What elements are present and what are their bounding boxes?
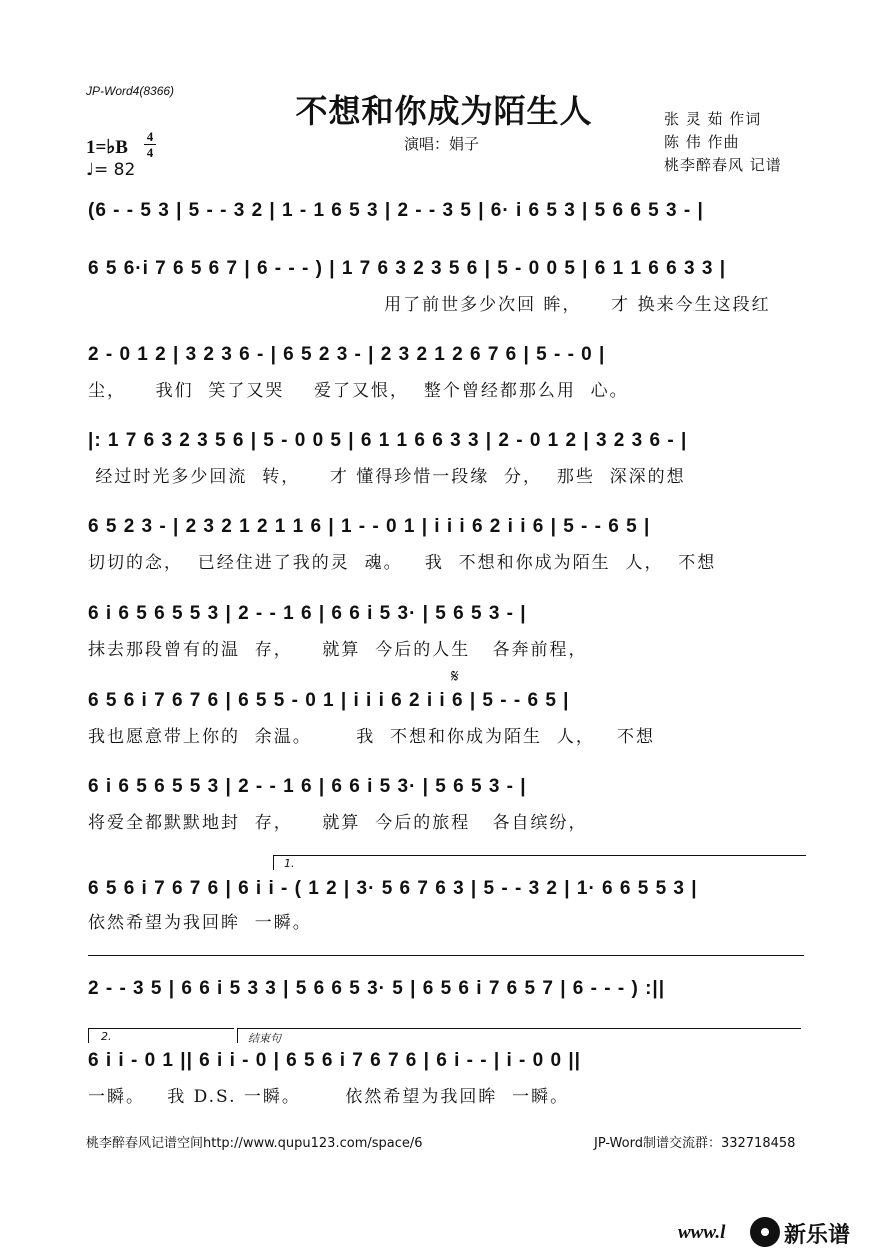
score-row-11: 6 i i - 0 1 || 6 i i - 0 | 6 5 6 i 7 6 7 6 | 6 i - - | i - 0 0 || [88,1050,581,1071]
score-row-1: (6 - - 5 3 | 5 - - 3 2 | 1 - 1 6 5 3 | 2 - - 3 5 | 6· i 6 5 3 | 5 6 6 5 3 - | [88,200,704,221]
lyric-row-7: 我也愿意带上你的 余温。 我 不想和你成为陌生 人， 不想 [88,727,656,747]
lyric-row-9: 依然希望为我回眸 一瞬。 [88,913,312,933]
lyric-row-11: 一瞬。 我 D.S. 一瞬。 依然希望为我回眸 一瞬。 [88,1087,570,1107]
lyric-row-6: 抹去那段曾有的温 存， 就算 今后的人生 各奔前程， [88,640,588,660]
score-row-2: 6 5 6·i 7 6 5 6 7 | 6 - - - ) | 1 7 6 3 2 3 5 6 | 5 - 0 0 5 | 6 1 1 6 6 3 3 | [88,258,727,279]
time-signature [144,130,156,159]
second-ending-label: 2. [101,1030,112,1043]
score-row-8: 6 i 6 5 6 5 5 3 | 2 - - 1 6 | 6 6 i 5 3· | 5 6 5 3 - | [88,776,527,797]
segno-sign: 𝄋 [451,666,459,687]
footer-left: 桃李醉春风记谱空间http://www.qupu123.com/space/6 [86,1136,423,1151]
lyric-row-4: 经过时光多少回流 转， 才 懂得珍惜一段缘 分， 那些 深深的想 [88,467,686,487]
score-row-5: 6 5 2 3 - | 2 3 2 1 2 1 1 6 | 1 - - 0 1 | i i i 6 2 i i 6 | 5 - - 6 5 | [88,516,651,537]
lyric-row-5: 切切的念， 已经住进了我的灵 魂。 我 不想和你成为陌生 人， 不想 [88,553,717,573]
meter-top: 4 [146,129,154,144]
transcriber-credit: 桃李醉春风 记谱 [664,156,782,174]
meter-bottom: 4 [146,145,154,160]
song-title: 不想和你成为陌生人 [295,92,593,130]
lyric-row-3: 尘， 我们 笑了又哭 爱了又恨， 整个曾经都那么用 心。 [88,381,629,401]
lyric-row-2: 用了前世多少次回 眸， 才 换来今生这段红 [88,295,771,315]
first-ending-bracket [273,855,806,870]
composer-credit: 陈 伟 作曲 [664,133,740,151]
score-row-3: 2 - 0 1 2 | 3 2 3 6 - | 6 5 2 3 - | 2 3 2 1 2 6 7 6 | 5 - - 0 | [88,344,606,365]
singer-credit: 演唱：娟子 [404,135,480,153]
score-row-10: 2 - - 3 5 | 6 6 i 5 3 3 | 5 6 6 5 3· 5 | 6 5 6 i 7 6 5 7 | 6 - - - ) :|| [88,978,666,999]
score-row-4: |: 1 7 6 3 2 3 5 6 | 5 - 0 0 5 | 6 1 1 6 6 3 3 | 2 - 0 1 2 | 3 2 3 6 - | [88,430,688,451]
record-disc-icon [750,1217,780,1247]
logo-name: 新乐谱 [784,1223,851,1248]
score-row-9: 6 5 6 i 7 6 7 6 | 6 i i - ( 1 2 | 3· 5 6 7 6 3 | 5 - - 3 2 | 1· 6 6 5 5 3 | [88,878,698,899]
logo-www: www.l [678,1222,726,1243]
software-label: JP-Word4(8366) [86,84,175,98]
site-logo [678,1216,878,1248]
footer-right: JP-Word制谱交流群：332718458 [594,1136,796,1151]
tempo-marking: ♩= 82 [86,160,136,180]
coda-label: 结束句 [248,1032,281,1045]
first-ending-label: 1. [284,857,295,870]
ending-continuation [88,955,804,970]
lyricist-credit: 张 灵 茹 作词 [664,110,762,128]
score-row-6: 6 i 6 5 6 5 5 3 | 2 - - 1 6 | 6 6 i 5 3· | 5 6 5 3 - | [88,603,527,624]
score-row-7: 6 5 6 i 7 6 7 6 | 6 5 5 - 0 1 | i i i 6 2 i i 6 | 5 - - 6 5 | [88,690,570,711]
coda-bracket [237,1028,801,1043]
lyric-row-8: 将爱全都默默地封 存， 就算 今后的旅程 各自缤纷， [88,813,588,833]
key-signature: 1=♭B [86,137,128,158]
